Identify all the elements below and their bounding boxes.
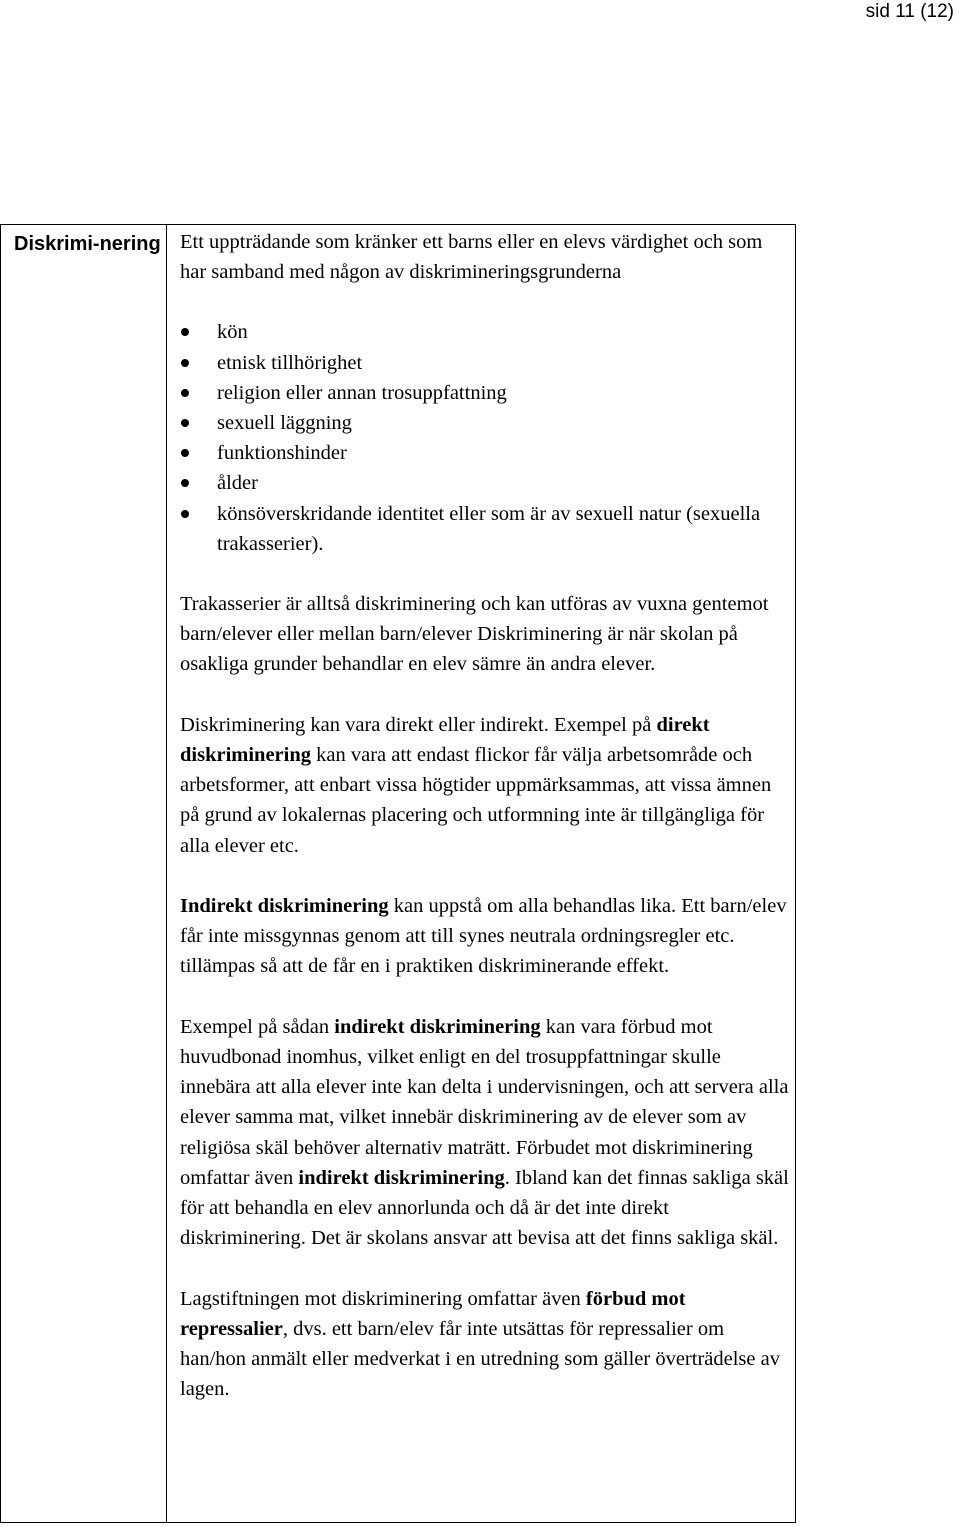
term-label: Diskrimi-nering	[14, 233, 161, 255]
page-number: sid 11 (12)	[865, 1, 954, 22]
list-item: kön	[180, 317, 790, 347]
list-item: sexuell läggning	[180, 408, 790, 438]
list-item: religion eller annan trosuppfattning	[180, 378, 790, 408]
paragraph-indirect-example: Exempel på sådan indirekt diskriminering kan vara förbud mot huvudbonad inomhus, vilket enligt en del trosuppfattningar skulle innebära att alla elever inte kan delta i undervisningen, och att servera alla elever samma mat, vilket innebär diskriminering av de elever som av religiösa skäl behöver alternativ maträtt. Förbudet mot diskriminering omfattar även indirekt diskriminering. Ibland kan det finnas sakliga skäl för att behandla en elev annorlunda och då är det inte direkt diskriminering. Det är skolans ansvar att bevisa att det finns sakliga skäl.	[180, 1015, 789, 1250]
list-item: etnisk tillhörighet	[180, 348, 790, 378]
list-item: funktionshinder	[180, 438, 790, 468]
discrimination-grounds-list	[180, 317, 790, 559]
paragraph-harassment: Trakasserier är alltså diskriminering och kan utföras av vuxna gentemot barn/elever eller mellan barn/elever Diskriminering är när skolan på osakliga grunder behandlar en elev sämre än andra elever.	[180, 593, 769, 676]
list-item: könsöverskridande identitet eller som är av sexuell natur (sexuella trakasserier).	[180, 499, 790, 559]
definition-intro: Ett uppträdande som kränker ett barns eller en elevs värdighet och som har samband med någon av diskrimineringsgrunderna	[180, 231, 763, 284]
definition-table	[0, 224, 796, 1523]
definition-cell	[180, 227, 790, 1404]
list-item: ålder	[180, 468, 790, 498]
paragraph-indirect-discrimination: Indirekt diskriminering kan uppstå om alla behandlas lika. Ett barn/elev får inte missgynnas genom att till synes neutrala ordningsregler etc. tillämpas så att de får en i praktiken diskriminerande effekt.	[180, 895, 787, 978]
paragraph-reprisals: Lagstiftningen mot diskriminering omfattar även förbud mot repressalier, dvs. ett barn/elev får inte utsättas för repressalier om han/hon anmält eller medverkat i en utredning som gäller överträdelse av lagen.	[180, 1287, 780, 1401]
paragraph-direct-discrimination: Diskriminering kan vara direkt eller indirekt. Exempel på direkt diskriminering kan vara att endast flickor får välja arbetsområde och arbetsformer, att enbart vissa högtider uppmärksammas, att vissa ämnen på grund av lokalernas placering och utformning inte är tillgängliga för alla elever etc.	[180, 713, 772, 857]
term-cell	[1, 225, 167, 1522]
